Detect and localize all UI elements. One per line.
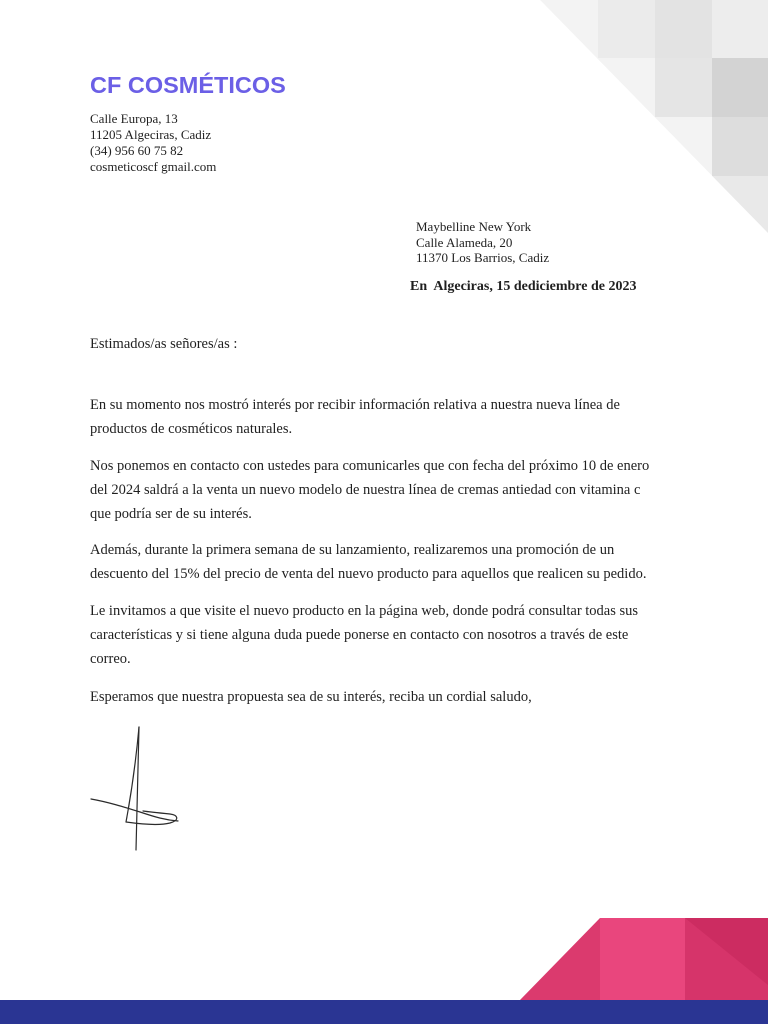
decoration-square	[655, 0, 712, 58]
body-paragraph	[90, 393, 620, 441]
greeting: Estimados/as señores/as :	[90, 336, 238, 352]
paragraph-line: características y si tiene alguna duda puede ponerse en contacto con nosotros a través de este	[90, 627, 629, 643]
decoration-square	[655, 58, 712, 117]
paragraph-line: productos de cosméticos naturales.	[90, 421, 293, 437]
decoration-pink-triangle	[520, 918, 600, 1000]
closing-line: Esperamos que nuestra propuesta sea de su interés, reciba un cordial saludo,	[90, 689, 532, 705]
body-paragraph	[90, 538, 646, 586]
paragraph-line: En su momento nos mostró interés por recibir información relativa a nuestra nueva línea de	[90, 397, 620, 413]
sender-street: Calle Europa, 13	[90, 111, 178, 126]
decoration-pink-square	[600, 918, 685, 1000]
paragraph-line: que podría ser de su interés.	[90, 506, 252, 522]
sender-email: cosmeticoscf gmail.com	[90, 159, 217, 174]
decoration-square	[712, 0, 768, 58]
corner-decoration-top-right	[540, 0, 768, 233]
corner-decoration-bottom-right	[520, 918, 768, 1000]
paragraph-line: Además, durante la primera semana de su lanzamiento, realizaremos una promoción de un	[90, 542, 615, 558]
body-paragraph	[90, 454, 649, 526]
signature	[91, 727, 178, 850]
recipient-name: Maybelline New York	[416, 219, 532, 234]
paragraph-line: correo.	[90, 651, 131, 667]
sender-city: 11205 Algeciras, Cadiz	[90, 127, 212, 142]
decoration-square	[598, 0, 655, 58]
paragraph-line: descuento del 15% del precio de venta del nuevo producto para aquellos que realicen su pedido.	[90, 566, 647, 582]
sender-phone: (34) 956 60 75 82	[90, 143, 184, 158]
body-paragraph	[90, 599, 638, 671]
company-name: CF COSMÉTICOS	[90, 72, 286, 98]
recipient-city: 11370 Los Barrios, Cadiz	[416, 250, 550, 265]
paragraph-line: Le invitamos a que visite el nuevo producto en la página web, donde podrá consultar todas sus	[90, 603, 639, 619]
decoration-square	[712, 176, 768, 233]
paragraph-line: Nos ponemos en contacto con ustedes para comunicarles que con fecha del próximo 10 de enero	[90, 458, 650, 474]
sender-address	[90, 111, 216, 175]
decoration-square	[712, 117, 768, 176]
paragraph-line: del 2024 saldrá a la venta un nuevo modelo de nuestra línea de cremas antiedad con vitamina c	[90, 482, 641, 498]
recipient-address	[416, 219, 549, 266]
decoration-square	[712, 58, 768, 117]
date-line: En Algeciras, 15 dediciembre de 2023	[410, 279, 637, 294]
footer-bar	[0, 1000, 768, 1024]
recipient-street: Calle Alameda, 20	[416, 234, 513, 250]
